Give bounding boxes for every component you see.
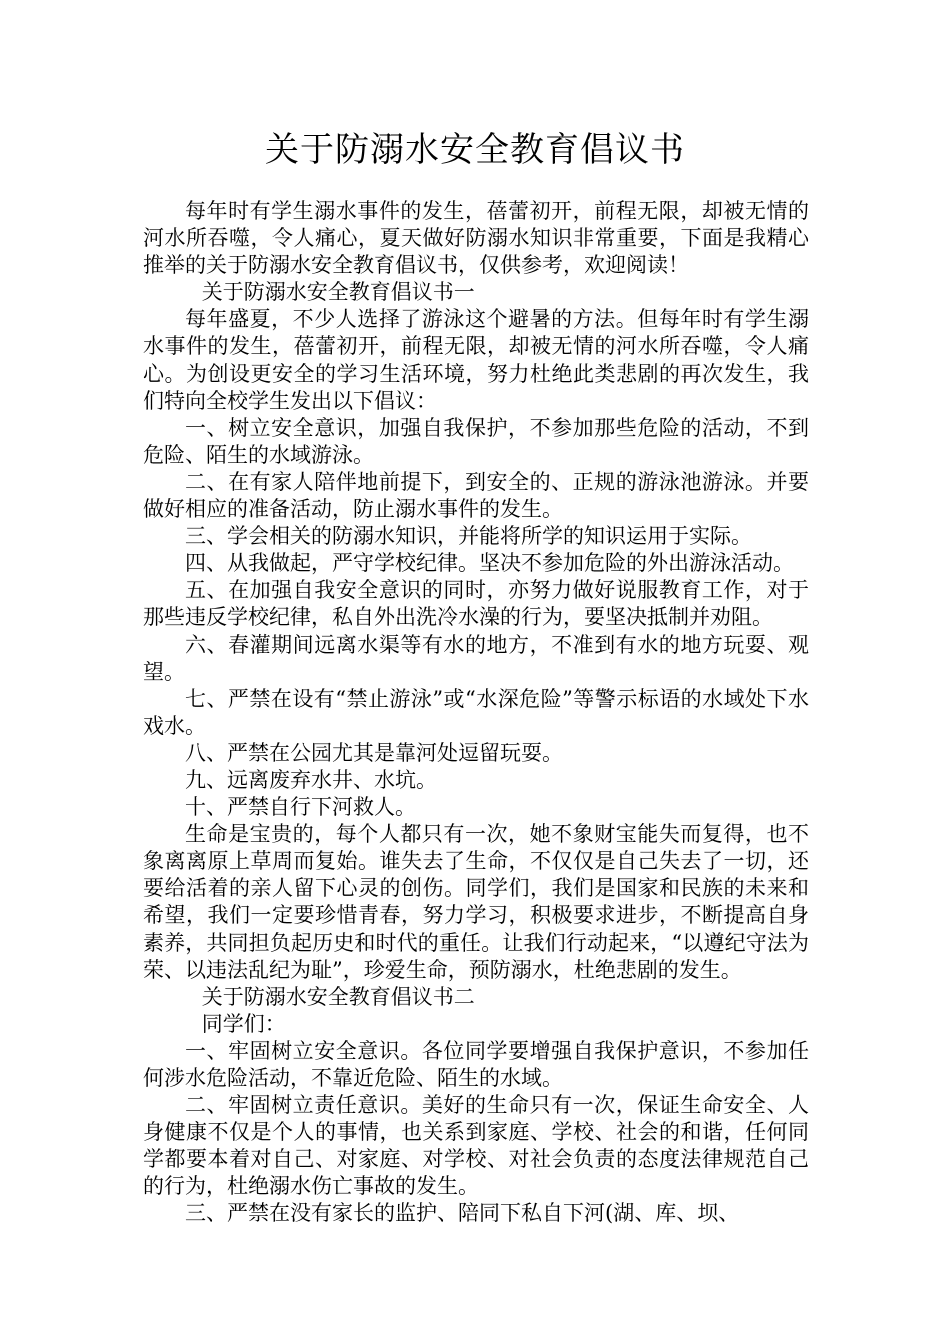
proposal-item-10: 十、严禁自行下河救人。 — [185, 795, 416, 820]
proposal2-item-2: 二、牢固树立责任意识。美好的生命只有一次，保证生命安全、人身健康不仅是个人的事情，也关系到家庭、学校、社会的和谐，任何同学都要本着对自己、对家庭、对学校、对社会负责的态度法律规范自己的行为，杜绝溺水伤亡事故的发生。 — [143, 1093, 809, 1199]
proposal-item-3: 三、学会相关的防溺水知识，并能将所学的知识运用于实际。 — [185, 524, 752, 549]
proposal-item-5: 五、在加强自我安全意识的同时，亦努力做好说服教育工作，对于那些违反学校纪律，私自外出洗冷水澡的行为，要坚决抵制并劝阻。 — [143, 578, 809, 630]
proposal-item-9: 九、远离废弃水井、水坑。 — [185, 767, 437, 792]
intro-paragraph: 每年时有学生溺水事件的发生，蓓蕾初开，前程无限，却被无情的河水所吞噬，令人痛心，夏天做好防溺水知识非常重要，下面是我精心推举的关于防溺水安全教育倡议书，仅供参考，欢迎阅读！ — [143, 199, 809, 278]
proposal-item-8: 八、严禁在公园尤其是靠河处逗留玩耍。 — [185, 740, 563, 765]
proposal2-item-1: 一、牢固树立安全意识。各位同学要增强自我保护意识，不参加任何涉水危险活动，不靠近危险、陌生的水域。 — [143, 1038, 809, 1090]
proposal-item-1: 一、树立安全意识，加强自我保护，不参加那些危险的活动，不到危险、陌生的水域游泳。 — [143, 415, 809, 467]
closing-paragraph: 生命是宝贵的，每个人都只有一次，她不象财宝能失而复得，也不象离离原上草周而复始。谁失去了生命，不仅仅是自己失去了一切，还要给活着的亲人留下心灵的创伤。同学们，我们是国家和民族的未来和希望，我们一定要珍惜青春，努力学习，积极要求进步，不断提高自身素养，共同担负起历史和时代的重任。让我们行动起来，“以遵纪守法为荣、以违法乱纪为耻”，珍爱生命，预防溺水，杜绝悲剧的发生。 — [143, 822, 809, 982]
proposal-item-7: 七、严禁在设有“禁止游泳”或“水深危险”等警示标语的水域处下水戏水。 — [143, 686, 809, 738]
document-body — [143, 198, 809, 1228]
proposal-item-4: 四、从我做起，严守学校纪律。坚决不参加危险的外出游泳活动。 — [185, 551, 794, 576]
proposal-item-2: 二、在有家人陪伴地前提下，到安全的、正规的游泳池游泳。并要做好相应的准备活动，防止溺水事件的发生。 — [143, 469, 809, 522]
paragraph: 每年盛夏，不少人选择了游泳这个避暑的方法。但每年时有学生溺水事件的发生，蓓蕾初开，前程无限，却被无情的河水所吞噬，令人痛心。为创设更安全的学习生活环境，努力杜绝此类悲剧的再次发生，我们特向全校学生发出以下倡议： — [143, 307, 809, 413]
proposal-item-6: 六、春灌期间远离水渠等有水的地方，不准到有水的地方玩耍、观望。 — [143, 632, 809, 684]
proposal2-item-3: 三、严禁在没有家长的监护、陪同下私自下河(湖、库、坝、 — [185, 1201, 740, 1226]
section-heading-2: 关于防溺水安全教育倡议书二 — [201, 984, 475, 1009]
salutation: 同学们： — [201, 1011, 286, 1036]
document-title: 关于防溺水安全教育倡议书 — [265, 130, 685, 170]
section-heading-1: 关于防溺水安全教育倡议书一 — [201, 280, 475, 305]
